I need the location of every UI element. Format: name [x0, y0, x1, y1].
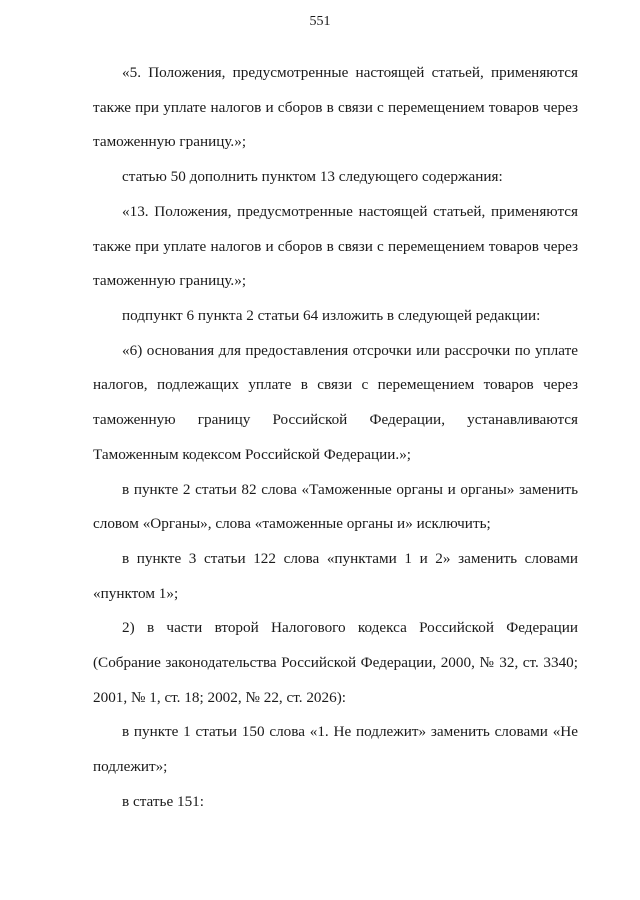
text-line: подлежит»; — [93, 758, 168, 775]
text-line: «пунктом 1»; — [93, 585, 179, 602]
text-line: налогов, подлежащих уплате в связи с перемещением товаров через — [93, 376, 578, 393]
text-line: «5. Положения, предусмотренные настоящей статьей, применяются — [122, 64, 578, 81]
text-line: в пункте 3 статьи 122 слова «пунктами 1 и 2» заменить словами — [122, 550, 578, 567]
page-number: 551 — [309, 14, 331, 29]
text-line: (Собрание законодательства Российской Федерации, 2000, № 32, ст. 3340; — [93, 654, 578, 671]
text-line: таможенную границу.»; — [93, 272, 247, 289]
text-line: в статье 151: — [122, 793, 204, 810]
text-line: подпункт 6 пункта 2 статьи 64 изложить в следующей редакции: — [122, 307, 541, 324]
text-line: 2001, № 1, ст. 18; 2002, № 22, ст. 2026): — [93, 689, 346, 706]
text-line: в пункте 1 статьи 150 слова «1. Не подлежит» заменить словами «Не — [122, 723, 578, 740]
text-line: словом «Органы», слова «таможенные органы и» исключить; — [93, 515, 491, 532]
text-line: Таможенным кодексом Российской Федерации.»; — [93, 446, 412, 463]
text-line: таможенную границу.»; — [93, 133, 247, 150]
text-line: «6) основания для предоставления отсрочки или рассрочки по уплате — [122, 342, 578, 359]
text-line: 2) в части второй Налогового кодекса Российской Федерации — [122, 619, 578, 636]
text-line: также при уплате налогов и сборов в связи с перемещением товаров через — [93, 238, 578, 255]
text-line: также при уплате налогов и сборов в связи с перемещением товаров через — [93, 99, 578, 116]
text-line: статью 50 дополнить пунктом 13 следующего содержания: — [122, 168, 503, 185]
text-line: таможенную границу Российской Федерации, устанавливаются — [93, 411, 578, 428]
text-line: в пункте 2 статьи 82 слова «Таможенные органы и органы» заменить — [122, 481, 578, 498]
text-line: «13. Положения, предусмотренные настоящей статьей, применяются — [122, 203, 578, 220]
